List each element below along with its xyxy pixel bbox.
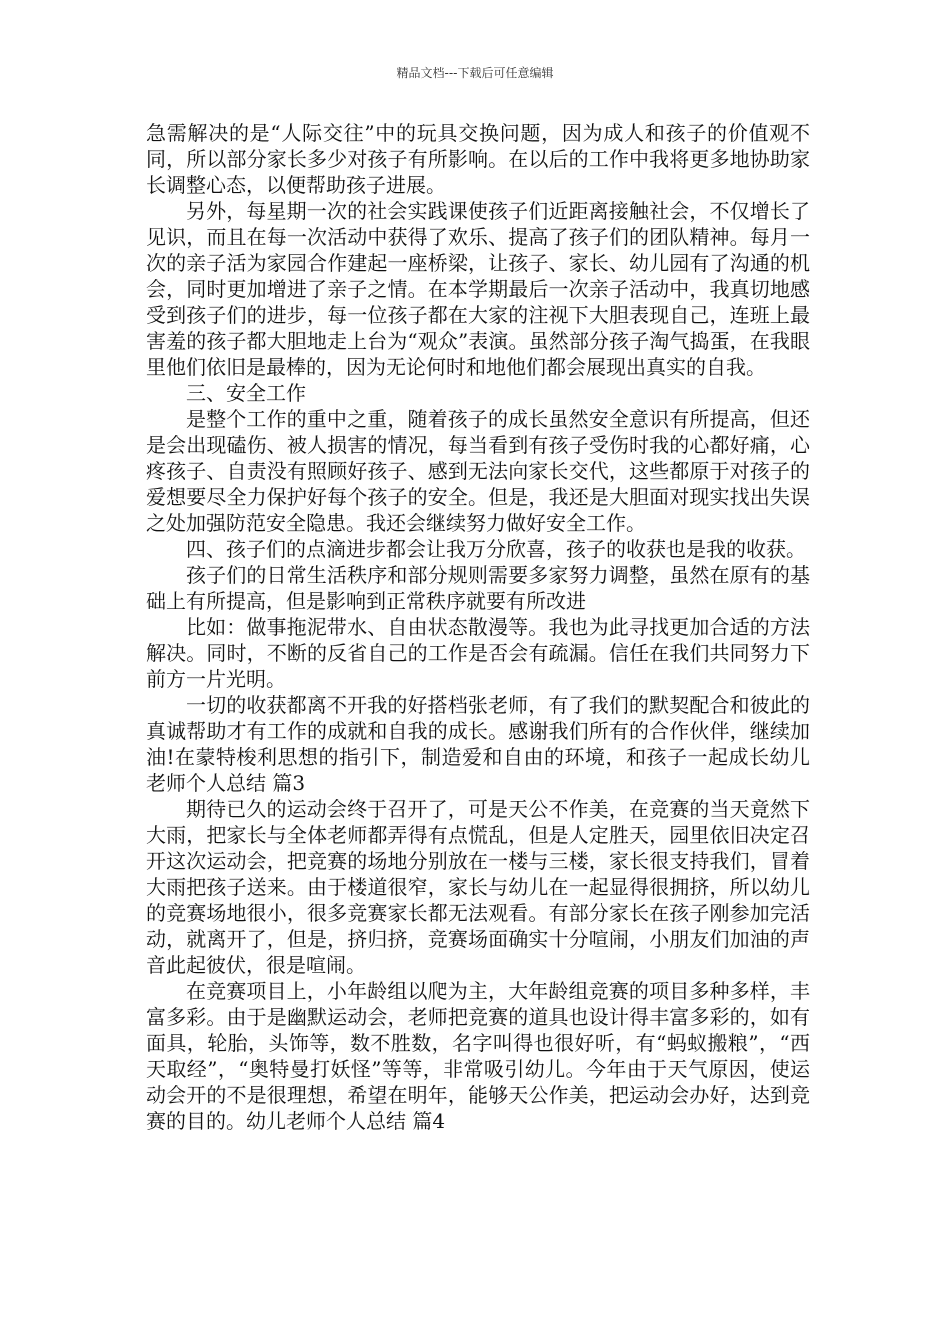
paragraph-6: 比如：做事拖泥带水、自由状态散漫等。我也为此寻找更加合适的方法解决。同时，不断的反省自己的工作是否会有疏漏。信任在我们共同努力下前方一片光明。 — [146, 615, 810, 691]
section-heading-safety: 三、安全工作 — [186, 381, 306, 405]
paragraph-5: 孩子们的日常生活秩序和部分规则需要多家努力调整，虽然在原有的基础上有所提高，但是影响到正常秩序就要有所改进 — [146, 563, 810, 613]
document-body — [146, 120, 810, 1134]
paragraph-1: 急需解决的是“人际交往”中的玩具交换问题，因为成人和孩子的价值观不同，所以部分家长多少对孩子有所影响。在以后的工作中我将更多地协助家长调整心态，以便帮助孩子进展。 — [146, 121, 810, 197]
page-header: 精品文档---下载后可任意编辑 — [396, 66, 554, 80]
paragraph-4: 四、孩子们的点滴进步都会让我万分欣喜，孩子的收获也是我的收获。 — [186, 537, 806, 561]
paragraph-8: 期待已久的运动会终于召开了，可是天公不作美，在竞赛的当天竟然下大雨，把家长与全体老师都弄得有点慌乱，但是人定胜天，园里依旧决定召开这次运动会，把竞赛的场地分别放在一楼与三楼，家长很支持我们，冒着大雨把孩子送来。由于楼道很窄，家长与幼儿在一起显得很拥挤，所以幼儿的竞赛场地很小，很多竞赛家长都无法观看。有部分家长在孩子刚参加完活动，就离开了，但是，挤归挤，竞赛场面确实十分喧闹，小朋友们加油的声音此起彼伏，很是喧闹。 — [146, 797, 810, 977]
paragraph-9: 在竞赛项目上，小年龄组以爬为主，大年龄组竞赛的项目多种多样，丰富多彩。由于是幽默运动会，老师把竞赛的道具也设计得丰富多彩的，如有面具，轮胎，头饰等，数不胜数，名字叫得也很好听，有“蚂蚁搬粮”，“西天取经”，“奥特曼打妖怪”等等，非常吸引幼儿。今年由于天气原因，使运动会开的不是很理想，希望在明年，能够天公作美，把运动会办好，达到竞赛的目的。幼儿老师个人总结 篇4 — [146, 979, 810, 1133]
paragraph-2: 另外，每星期一次的社会实践课使孩子们近距离接触社会，不仅增长了见识，而且在每一次活动中获得了欢乐、提高了孩子们的团队精神。每月一次的亲子活为家园合作建起一座桥梁，让孩子、家长、幼儿园有了沟通的机会，同时更加增进了亲子之情。在本学期最后一次亲子活动中，我真切地感受到孩子们的进步，每一位孩子都在大家的注视下大胆表现自己，连班上最害羞的孩子都大胆地走上台为“观众”表演。虽然部分孩子淘气捣蛋，在我眼里他们依旧是最棒的，因为无论何时和地他们都会展现出真实的自我。 — [146, 199, 810, 379]
paragraph-7: 一切的收获都离不开我的好搭档张老师，有了我们的默契配合和彼此的真诚帮助才有工作的成就和自我的成长。感谢我们所有的合作伙伴，继续加油!在蒙特梭利思想的指引下，制造爱和自由的环境，和孩子一起成长幼儿老师个人总结 篇3 — [146, 693, 810, 795]
paragraph-3: 是整个工作的重中之重，随着孩子的成长虽然安全意识有所提高，但还是会出现磕伤、被人损害的情况，每当看到有孩子受伤时我的心都好痛，心疼孩子、自责没有照顾好孩子、感到无法向家长交代，这些都原于对孩子的爱想要尽全力保护好每个孩子的安全。但是，我还是大胆面对现实找出失误之处加强防范安全隐患。我还会继续努力做好安全工作。 — [146, 407, 810, 535]
